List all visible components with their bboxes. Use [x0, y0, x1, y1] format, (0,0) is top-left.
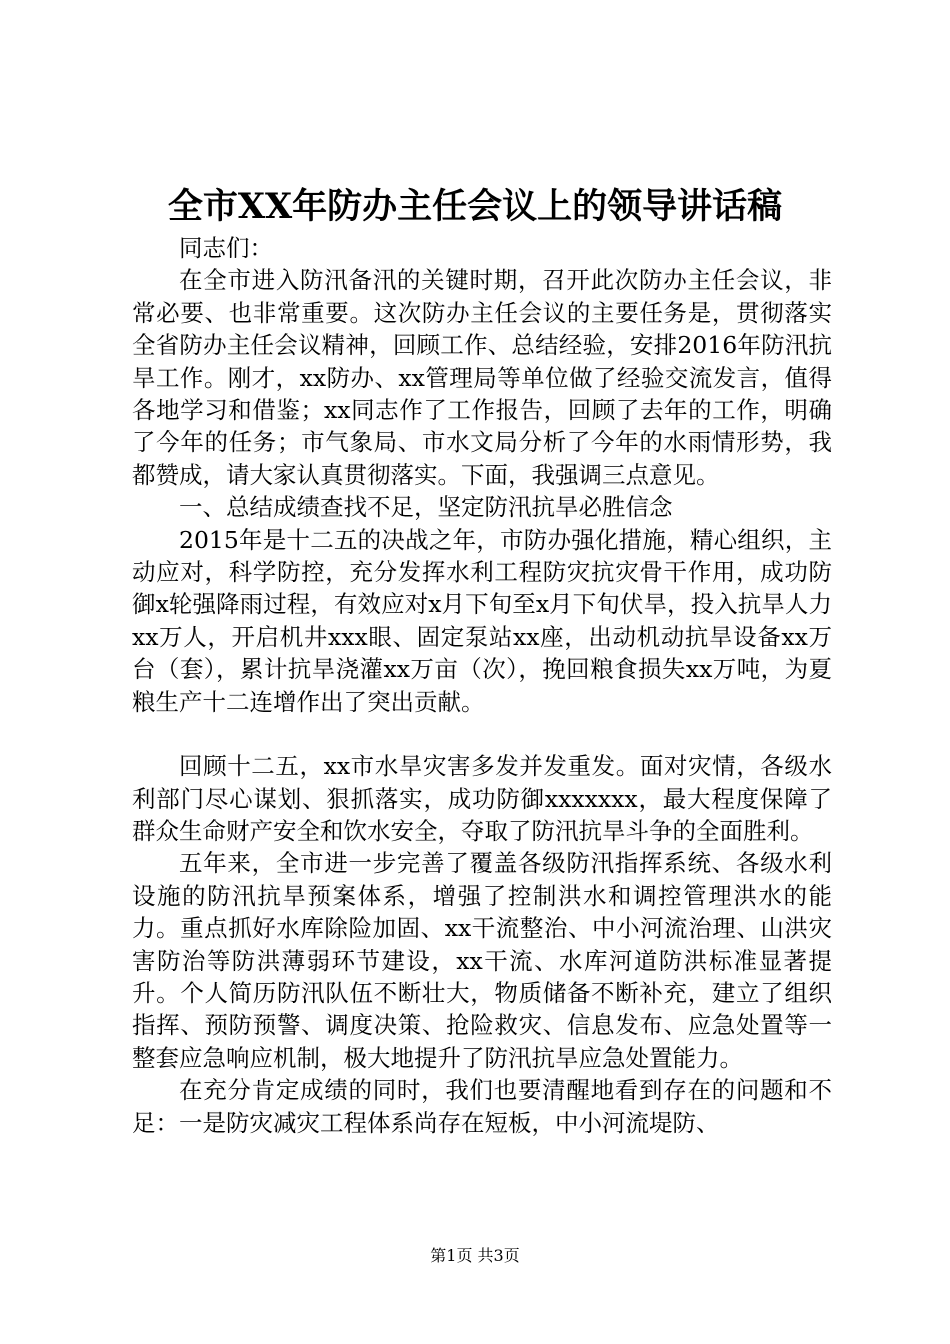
salutation-paragraph: 同志们：: [179, 234, 273, 262]
intro-paragraph: 在全市进入防汛备汛的关键时期，召开此次防办主任会议，非常必要、也非常重要。这次防办主任会议的主要任务是，贯彻落实全省防办主任会议精神，回顾工作、总结经验，安排2016年防汛抗旱工作。刚才，xx防办、xx管理局等单位做了经验交流发言，值得各地学习和借鉴；xx同志作了工作报告，回顾了去年的工作，明确了今年的任务；市气象局、市水文局分析了今年的水雨情形势，我都赞成，请大家认真贯彻落实。下面，我强调三点意见。: [132, 266, 832, 489]
five-years-paragraph: 五年来，全市进一步完善了覆盖各级防汛指挥系统、各级水利设施的防汛抗旱预案体系，增强了控制洪水和调控管理洪水的能力。重点抓好水库除险加固、xx干流整治、中小河流治理、山洪灾害防治等防洪薄弱环节建设，xx干流、水库河道防洪标准显著提升。个人简历防汛队伍不断壮大，物质储备不断补充，建立了组织指挥、预防预警、调度决策、抢险救灾、信息发布、应急处置等一整套应急响应机制，极大地提升了防汛抗旱应急处置能力。: [132, 849, 832, 1072]
problems-paragraph: 在充分肯定成绩的同时，我们也要清醒地看到存在的问题和不足：一是防灾减灾工程体系尚存在短板，中小河流堤防、: [132, 1076, 832, 1137]
document-body: [132, 232, 832, 1139]
achievements-2015-paragraph: 2015年是十二五的决战之年，市防办强化措施，精心组织，主动应对，科学防控，充分发挥水利工程防灾抗灾骨干作用，成功防御x轮强降雨过程，有效应对x月下旬至x月下旬伏旱，投入抗旱人力xx万人，开启机井xxx眼、固定泵站xx座，出动机动抗旱设备xx万台（套），累计抗旱浇灌xx万亩（次），挽回粮食损失xx万吨，为夏粮生产十二连增作出了突出贡献。: [132, 525, 832, 716]
section-heading-paragraph: 一、总结成绩查找不足，坚定防汛抗旱必胜信念: [179, 493, 673, 522]
page-number-label: 第1页 共3页: [430, 1246, 520, 1265]
review-paragraph: 回顾十二五，xx市水旱灾害多发并发重发。面对灾情，各级水利部门尽心谋划、狠抓落实，成功防御xxxxxxx，最大程度保障了群众生命财产安全和饮水安全，夺取了防汛抗旱斗争的全面胜利。: [132, 752, 832, 845]
document-title: 全市XX年防办主任会议上的领导讲话稿: [167, 186, 783, 227]
page-footer: [0, 1246, 950, 1266]
